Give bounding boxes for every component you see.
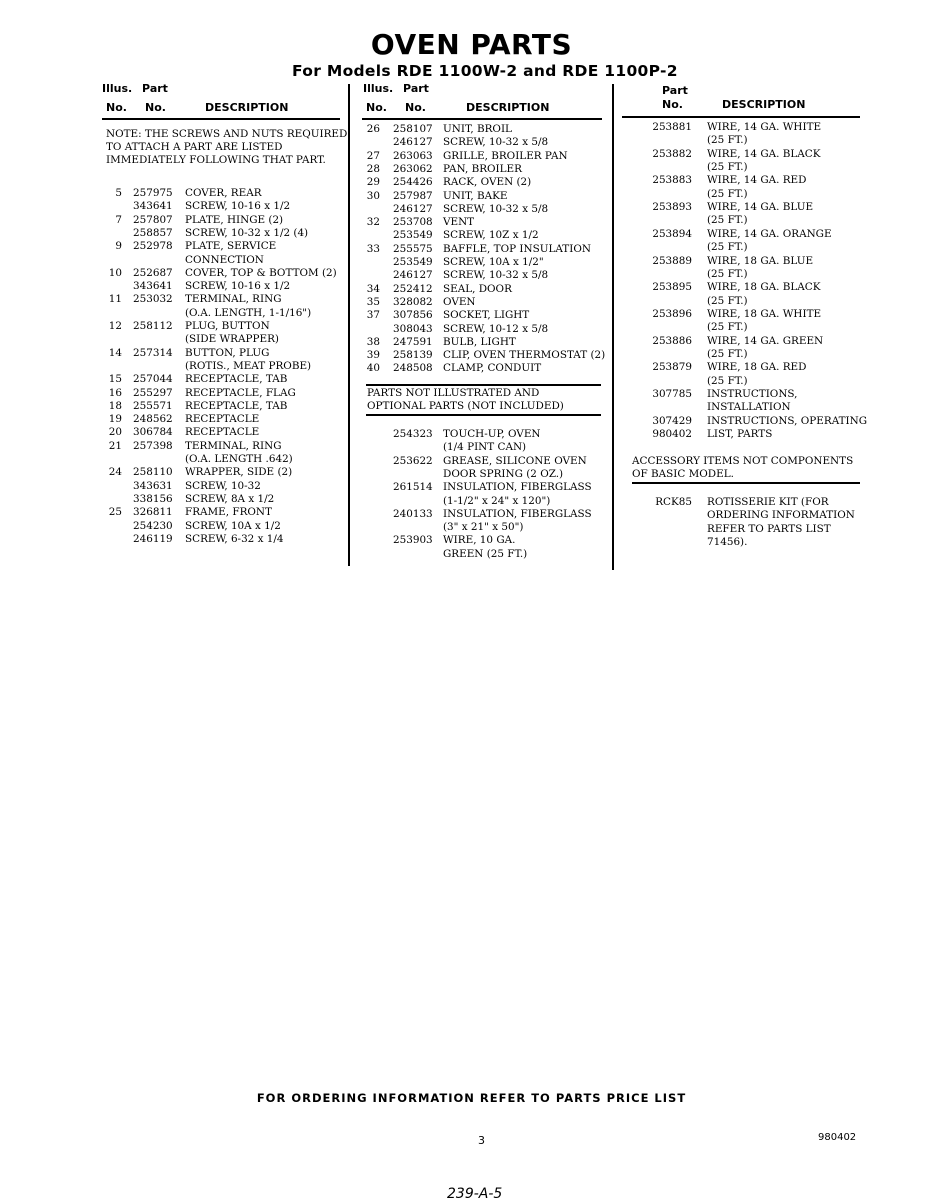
part-number: 258139	[393, 349, 433, 362]
part-description: INSTRUCTIONS,	[707, 388, 798, 400]
note-text: NOTE: THE SCREWS AND NUTS REQUIRED TO ATTACH A PART ARE LISTED IMMEDIATELY FOLLOWING THAT PART.	[106, 128, 348, 166]
page-subtitle: For Models RDE 1100W-2 and RDE 1100P-2	[292, 62, 678, 80]
illus-number: 5	[115, 187, 122, 199]
col2-optional-heading: PARTS NOT ILLUSTRATED AND OPTIONAL PARTS (NOT INCLUDED)	[367, 387, 564, 412]
part-description: GREEN (25 FT.)	[443, 547, 528, 560]
illus-number: 12	[108, 320, 122, 332]
illus-number: 11	[108, 293, 122, 306]
part-number: 307785	[652, 388, 692, 400]
part-description: (25 FT.)	[707, 187, 748, 200]
part-description: WIRE, 14 GA. GREEN	[707, 334, 824, 347]
col2-header-description: DESCRIPTION	[466, 101, 550, 114]
document-number: 980402	[818, 1132, 857, 1143]
part-description: VENT	[443, 216, 475, 229]
part-description: RACK, OVEN (2)	[443, 176, 532, 189]
part-number: 326811	[133, 506, 173, 519]
part-number: 254323	[393, 428, 433, 440]
part-description: SCREW, 10-32 x 5/8	[443, 202, 549, 215]
part-number: 307856	[393, 309, 433, 322]
illus-number: 24	[108, 466, 122, 479]
part-description: SCREW, 10-32 x 5/8	[443, 269, 549, 282]
illus-number: 39	[366, 349, 380, 362]
part-description: LIST, PARTS	[707, 428, 773, 441]
part-number: 258110	[133, 466, 173, 479]
part-description: 71456).	[707, 535, 748, 548]
part-number: 343641	[133, 280, 173, 293]
part-number: 328082	[393, 295, 433, 308]
part-description: BULB, LIGHT	[443, 335, 516, 348]
part-description: (ROTIS., MEAT PROBE)	[185, 359, 312, 372]
part-number: 246127	[393, 202, 433, 215]
illus-number: 27	[366, 149, 380, 162]
part-description: (25 FT.)	[707, 347, 748, 360]
part-number: 253903	[393, 534, 433, 547]
illus-number: 14	[108, 346, 122, 359]
part-number: 246119	[133, 532, 173, 545]
part-number: 255297	[133, 386, 173, 399]
part-number: 253889	[652, 254, 692, 267]
part-number: 255571	[133, 399, 173, 412]
part-number: 253895	[652, 281, 692, 294]
part-description: WIRE, 14 GA. WHITE	[707, 121, 822, 133]
part-description: RECEPTACLE, FLAG	[185, 386, 296, 399]
part-description: TERMINAL, RING	[185, 439, 282, 452]
part-number: 308043	[393, 322, 433, 335]
part-number: 263063	[393, 149, 433, 162]
part-description: ROTISSERIE KIT (FOR	[707, 496, 829, 508]
part-description: PLATE, SERVICE	[185, 240, 277, 253]
col3-header-no: No.	[662, 98, 683, 111]
part-number: 258857	[133, 226, 173, 239]
part-description: INSTALLATION	[707, 401, 791, 414]
illus-number: 16	[108, 386, 122, 399]
col3-header-rule	[622, 116, 860, 118]
part-number: 252978	[133, 240, 173, 253]
part-number: 257975	[133, 187, 173, 199]
col1-header-no: No.	[106, 101, 127, 114]
page-number: 3	[478, 1134, 485, 1147]
part-description: WIRE, 10 GA.	[443, 534, 516, 547]
col1-header-partno: No.	[145, 101, 166, 114]
page-title: OVEN PARTS	[370, 28, 573, 61]
part-description: GRILLE, BROILER PAN	[443, 149, 568, 162]
part-description: WIRE, 18 GA. BLACK	[707, 281, 821, 294]
illus-number: 18	[108, 399, 122, 412]
col3-accessory-heading: ACCESSORY ITEMS NOT COMPONENTS OF BASIC MODEL.	[632, 455, 854, 480]
part-number: 257044	[133, 373, 173, 386]
part-number: 258112	[133, 320, 173, 332]
part-number: 343631	[133, 479, 173, 492]
part-description: REFER TO PARTS LIST	[707, 522, 831, 535]
illus-number: 26	[366, 123, 380, 135]
illus-number: 37	[366, 309, 380, 322]
part-description: (3" x 21" x 50")	[443, 521, 524, 534]
footer-ordering-info: FOR ORDERING INFORMATION REFER TO PARTS PRICE LIST	[256, 1091, 687, 1105]
part-description: (O.A. LENGTH, 1-1/16")	[185, 306, 312, 319]
part-number: RCK85	[655, 496, 692, 508]
part-description: DOOR SPRING (2 OZ.)	[443, 467, 564, 480]
part-description: (25 FT.)	[707, 267, 748, 280]
part-number: 253549	[393, 229, 433, 242]
illus-number: 25	[108, 506, 122, 519]
part-number: 240133	[393, 507, 433, 520]
part-description: (SIDE WRAPPER)	[185, 333, 279, 346]
part-number: 257398	[133, 439, 173, 452]
part-description: FRAME, FRONT	[185, 506, 272, 519]
part-description: TOUCH-UP, OVEN	[443, 428, 541, 440]
handwritten-note: 239-A-5	[447, 1186, 503, 1202]
part-description: BUTTON, PLUG	[185, 346, 270, 359]
part-description: INSTRUCTIONS, OPERATING	[707, 414, 868, 427]
part-description: SCREW, 10-16 x 1/2	[185, 200, 291, 213]
part-number: 253896	[652, 307, 692, 320]
part-number: 252412	[393, 282, 433, 295]
part-description: SCREW, 8A x 1/2	[185, 492, 275, 505]
illus-number: 38	[366, 335, 380, 348]
part-number: 253893	[652, 201, 692, 214]
part-description: (25 FT.)	[707, 321, 748, 334]
col2-header-no: No.	[366, 101, 387, 114]
part-description: BAFFLE, TOP INSULATION	[443, 242, 591, 255]
part-description: CLIP, OVEN THERMOSTAT (2)	[443, 349, 606, 362]
part-number: 257314	[133, 346, 173, 359]
illus-number: 10	[108, 266, 122, 279]
part-description: WIRE, 14 GA. RED	[707, 174, 807, 187]
part-number: 246127	[393, 269, 433, 282]
part-number: 253549	[393, 256, 433, 268]
part-number: 253883	[652, 174, 692, 187]
part-description: SOCKET, LIGHT	[443, 309, 530, 322]
part-description: RECEPTACLE	[185, 413, 260, 426]
illus-number: 30	[366, 189, 380, 202]
part-description: SCREW, 10A x 1/2"	[443, 256, 544, 268]
part-description: (25 FT.)	[707, 374, 748, 387]
part-number: 261514	[393, 481, 433, 494]
col3-accessory-rule	[632, 482, 860, 484]
part-number: 248562	[133, 413, 173, 426]
part-description: CLAMP, CONDUIT	[443, 362, 542, 375]
part-description: WIRE, 18 GA. WHITE	[707, 307, 822, 320]
part-description: RECEPTACLE, TAB	[185, 399, 288, 412]
part-description: PAN, BROILER	[443, 162, 522, 175]
illus-number: 33	[366, 242, 380, 255]
col1-header-illus: Illus. Part	[102, 82, 168, 95]
part-number: 257807	[133, 213, 173, 226]
part-description: WRAPPER, SIDE (2)	[185, 466, 293, 479]
part-description: ORDERING INFORMATION	[707, 509, 855, 522]
part-description: WIRE, 14 GA. BLUE	[707, 201, 814, 214]
part-number: 343641	[133, 200, 173, 213]
part-description: (25 FT.)	[707, 214, 748, 227]
part-description: PLUG, BUTTON	[185, 320, 270, 332]
part-description: SCREW, 10-16 x 1/2	[185, 280, 291, 293]
part-number: 254230	[133, 519, 173, 532]
part-description: WIRE, 18 GA. RED	[707, 361, 807, 374]
part-number: 253622	[393, 454, 433, 467]
col2-optional-rule-bottom	[366, 414, 601, 416]
part-description: (25 FT.)	[707, 134, 748, 147]
part-description: SCREW, 10-32	[185, 479, 261, 492]
col2-optional-rule-top	[366, 384, 601, 386]
part-description: TERMINAL, RING	[185, 293, 282, 306]
part-number: 253882	[652, 147, 692, 160]
part-number: 247591	[393, 335, 433, 348]
part-number: 252687	[133, 266, 173, 279]
col2-header-partno: No.	[405, 101, 426, 114]
part-description: (1-1/2" x 24" x 120")	[443, 494, 551, 507]
part-number: 253879	[652, 361, 692, 374]
part-description: CONNECTION	[185, 253, 264, 266]
part-description: SCREW, 10-32 x 1/2 (4)	[185, 226, 309, 239]
part-description: RECEPTACLE	[185, 426, 260, 439]
illus-number: 19	[108, 413, 122, 426]
part-number: 980402	[652, 428, 692, 441]
part-description: (25 FT.)	[707, 241, 748, 254]
illus-number: 28	[366, 162, 380, 175]
illus-number: 35	[366, 295, 380, 308]
part-number: 263062	[393, 162, 433, 175]
part-number: 253881	[652, 121, 692, 133]
part-description: GREASE, SILICONE OVEN	[443, 454, 587, 467]
part-description: SCREW, 10A x 1/2	[185, 519, 281, 532]
part-description: UNIT, BAKE	[443, 189, 508, 202]
part-description: (O.A. LENGTH .642)	[185, 453, 293, 465]
part-description: PLATE, HINGE (2)	[185, 213, 284, 226]
part-number: 306784	[133, 426, 173, 439]
illus-number: 29	[366, 176, 380, 189]
part-description: SCREW, 10Z x 1/2	[443, 229, 539, 242]
part-description: SEAL, DOOR	[443, 282, 512, 295]
part-number: 253886	[652, 334, 692, 347]
illus-number: 32	[366, 216, 380, 229]
part-description: UNIT, BROIL	[443, 123, 512, 135]
part-description: WIRE, 14 GA. BLACK	[707, 147, 821, 160]
illus-number: 21	[108, 439, 122, 452]
part-description: OVEN	[443, 295, 476, 308]
illus-number: 7	[115, 213, 122, 226]
part-description: INSULATION, FIBERGLASS	[443, 507, 592, 520]
part-number: 258107	[393, 123, 433, 135]
illus-number: 20	[108, 426, 122, 439]
part-description: RECEPTACLE, TAB	[185, 373, 288, 386]
part-description: WIRE, 14 GA. ORANGE	[707, 227, 832, 240]
part-description: (1/4 PINT CAN)	[443, 441, 527, 454]
part-description: (25 FT.)	[707, 161, 748, 174]
part-description: WIRE, 18 GA. BLUE	[707, 254, 814, 267]
part-number: 338156	[133, 492, 173, 505]
illus-number: 34	[366, 282, 380, 295]
col2-header-rule	[362, 118, 602, 120]
col3-header-description: DESCRIPTION	[722, 98, 806, 111]
part-description: INSULATION, FIBERGLASS	[443, 481, 592, 494]
part-description: SCREW, 10-12 x 5/8	[443, 322, 549, 335]
part-number: 246127	[393, 136, 433, 149]
illus-number: 15	[108, 373, 122, 386]
col1-header-description: DESCRIPTION	[205, 101, 289, 114]
part-description: SCREW, 6-32 x 1/4	[185, 532, 284, 545]
part-description: COVER, TOP & BOTTOM (2)	[185, 266, 337, 279]
part-description: SCREW, 10-32 x 5/8	[443, 136, 549, 149]
col2-header-illus: Illus. Part	[363, 82, 429, 95]
part-number: 253894	[652, 227, 692, 240]
part-description: (25 FT.)	[707, 294, 748, 307]
part-number: 254426	[393, 176, 433, 189]
column-divider-1	[348, 84, 350, 566]
part-number: 257987	[393, 189, 433, 202]
col3-header-part: Part	[662, 84, 688, 97]
column-divider-2	[612, 84, 614, 570]
illus-number: 40	[366, 362, 380, 375]
part-description: COVER, REAR	[185, 187, 262, 199]
part-number: 255575	[393, 242, 433, 255]
illus-number: 9	[115, 240, 122, 253]
part-number: 307429	[652, 414, 692, 427]
part-number: 253032	[133, 293, 173, 306]
part-number: 248508	[393, 362, 433, 375]
col1-header-rule	[102, 118, 340, 120]
part-number: 253708	[393, 216, 433, 229]
